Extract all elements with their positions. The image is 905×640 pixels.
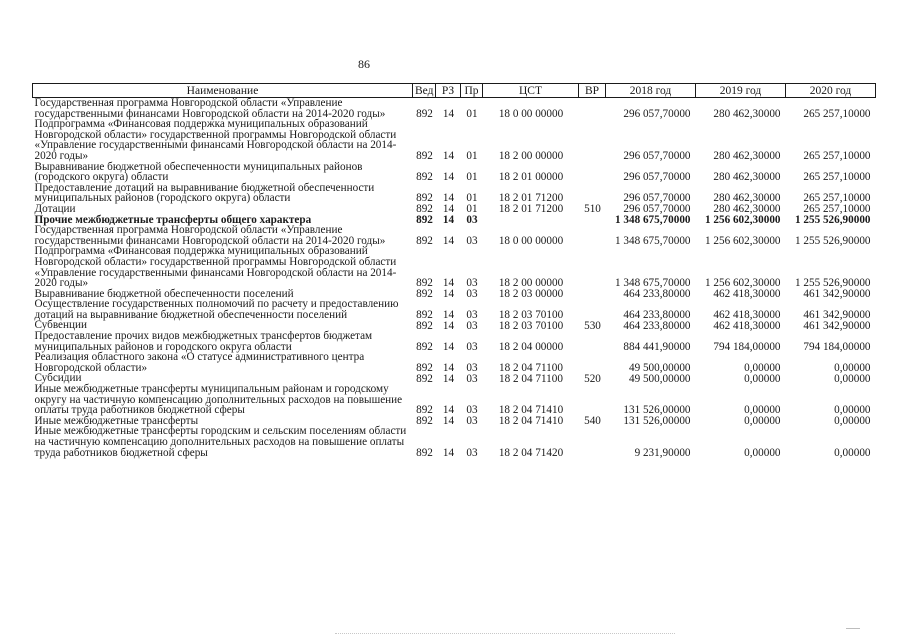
cell-2019: 0,00000 xyxy=(744,446,781,459)
table-row xyxy=(33,183,876,204)
cell-2018: 49 500,00000 xyxy=(628,361,691,374)
cell-2020: 265 257,10000 xyxy=(803,107,871,120)
cell-vr xyxy=(579,246,606,288)
cell-vr xyxy=(579,426,606,458)
cell-ved: 892 xyxy=(416,150,433,163)
cell-rz: 14 xyxy=(442,234,455,247)
cell-2020: 0,00000 xyxy=(834,404,871,417)
cell-rz: 14 xyxy=(442,277,455,290)
cell-name: Подпрограмма «Финансовая поддержка муниципальных образований Новгородской области» государственной программы Новгородской области «Управление государственными финансами Новгородской области на 2014-2020 годы» xyxy=(34,118,397,162)
cell-cst: 18 2 00 00000 xyxy=(498,150,564,163)
cell-vr: 520 xyxy=(584,372,601,385)
cell-pr: 03 xyxy=(466,277,478,290)
cell-ved: 892 xyxy=(416,414,433,427)
cell-2020: 0,00000 xyxy=(834,361,871,374)
cell-2019: 462 418,30000 xyxy=(713,319,781,332)
cell-ved: 892 xyxy=(416,277,433,290)
cell-pr: 03 xyxy=(466,446,478,459)
cell-2019: 0,00000 xyxy=(744,414,781,427)
cell-cst: 18 0 00 00000 xyxy=(498,107,564,120)
cell-2019: 462 418,30000 xyxy=(713,287,781,300)
cell-2020: 1 255 526,90000 xyxy=(794,213,871,226)
cell-name: Иные межбюджетные трансферты городским и сельским поселениям области на частичную компенсацию дополнительных расходов на повышение оплаты труда работников бюджетной сферы xyxy=(34,425,407,459)
cell-ved: 892 xyxy=(416,192,433,205)
cell-name: Прочие межбюджетные трансферты общего характера xyxy=(34,213,312,226)
cell-2018: 464 233,80000 xyxy=(623,308,691,321)
cell-pr: 01 xyxy=(466,171,478,184)
cell-name: Предоставление прочих видов межбюджетных трансфертов бюджетам муниципальных районов и городского округа области xyxy=(34,330,373,353)
cell-pr: 03 xyxy=(466,414,478,427)
cell-cst: 18 2 01 71200 xyxy=(498,203,564,216)
cell-cst: 18 2 04 71410 xyxy=(498,414,564,427)
cell-rz: 14 xyxy=(442,192,455,205)
cell-2019: 280 462,30000 xyxy=(713,150,781,163)
cell-cst xyxy=(483,215,579,226)
table-row xyxy=(33,352,876,373)
cell-2019: 794 184,00000 xyxy=(713,340,781,353)
cell-vr: 530 xyxy=(584,319,601,332)
cell-name: Реализация областного закона «О статусе административного центра Новгородской области» xyxy=(34,351,365,374)
cell-vr xyxy=(579,98,606,120)
page-number: 86 xyxy=(358,57,370,71)
table-row xyxy=(33,299,876,320)
cell-ved: 892 xyxy=(416,171,433,184)
cell-vr: 540 xyxy=(584,414,601,427)
cell-2020: 265 257,10000 xyxy=(803,171,871,184)
cell-2018: 464 233,80000 xyxy=(623,287,691,300)
cell-rz: 14 xyxy=(442,340,455,353)
cell-2020: 265 257,10000 xyxy=(803,203,871,216)
cell-rz: 14 xyxy=(442,319,455,332)
cell-ved: 892 xyxy=(416,361,433,374)
cell-vr xyxy=(579,384,606,416)
cell-ved: 892 xyxy=(416,234,433,247)
cell-2018: 9 231,90000 xyxy=(634,446,691,459)
cell-2019: 1 256 602,30000 xyxy=(704,213,781,226)
table-row xyxy=(33,162,876,183)
header-vr: ВР xyxy=(579,84,606,98)
cell-rz: 14 xyxy=(442,414,455,427)
cell-2018: 884 441,90000 xyxy=(623,340,691,353)
cell-cst: 18 2 04 71100 xyxy=(499,361,563,374)
scan-artifact-corner xyxy=(846,628,860,637)
cell-name: Субсидии xyxy=(34,372,82,385)
cell-ved: 892 xyxy=(416,203,433,216)
cell-ved: 892 xyxy=(416,446,433,459)
cell-cst: 18 2 00 00000 xyxy=(498,277,564,290)
cell-rz: 14 xyxy=(442,372,455,385)
cell-pr: 01 xyxy=(466,150,478,163)
cell-name: Предоставление дотаций на выравнивание бюджетной обеспеченности муниципальных районов (городского округа) области xyxy=(34,181,375,205)
cell-2019: 462 418,30000 xyxy=(713,308,781,321)
cell-2019: 280 462,30000 xyxy=(713,192,781,205)
table-header-row xyxy=(33,84,876,98)
cell-rz: 14 xyxy=(442,446,455,459)
cell-rz: 14 xyxy=(442,308,455,321)
cell-2020: 265 257,10000 xyxy=(803,150,871,163)
table-row xyxy=(33,204,876,215)
cell-name: Иные межбюджетные трансферты xyxy=(34,414,199,427)
cell-rz: 14 xyxy=(442,150,455,163)
cell-2018: 49 500,00000 xyxy=(628,372,691,385)
cell-2020: 461 342,90000 xyxy=(803,287,871,300)
cell-2020: 461 342,90000 xyxy=(803,308,871,321)
table-row xyxy=(33,98,876,120)
table-row xyxy=(33,119,876,161)
header-2020: 2020 год xyxy=(786,84,876,98)
cell-cst: 18 2 01 00000 xyxy=(498,171,564,184)
cell-pr: 03 xyxy=(466,319,478,332)
table-row xyxy=(33,246,876,288)
cell-2019: 280 462,30000 xyxy=(713,171,781,184)
cell-cst: 18 2 04 71420 xyxy=(498,446,564,459)
cell-name: Выравнивание бюджетной обеспеченности поселений xyxy=(34,287,294,300)
cell-pr: 01 xyxy=(466,192,478,205)
cell-rz: 14 xyxy=(442,171,455,184)
cell-2020: 1 255 526,90000 xyxy=(794,277,871,290)
cell-pr: 03 xyxy=(466,234,478,247)
cell-ved: 892 xyxy=(416,213,433,226)
cell-cst: 18 2 01 71200 xyxy=(498,192,564,205)
cell-ved: 892 xyxy=(416,308,433,321)
cell-2020: 265 257,10000 xyxy=(803,192,871,205)
cell-2018: 131 526,00000 xyxy=(623,404,691,417)
cell-2018: 1 348 675,70000 xyxy=(614,213,691,226)
cell-ved: 892 xyxy=(416,107,433,120)
cell-rz: 14 xyxy=(442,404,455,417)
header-2019: 2019 год xyxy=(696,84,786,98)
cell-vr xyxy=(579,352,606,373)
cell-pr: 03 xyxy=(466,308,478,321)
cell-name: Субвенции xyxy=(34,319,87,332)
table-row xyxy=(33,426,876,458)
cell-name: Государственная программа Новгородской области «Управление государственными финансами Новгородской области на 2014-2020 годы» xyxy=(34,224,386,247)
cell-cst: 18 2 04 71410 xyxy=(498,404,564,417)
table-row xyxy=(33,384,876,416)
cell-vr xyxy=(579,119,606,161)
cell-name: Иные межбюджетные трансферты муниципальным районам и городскому округу на частичную компенсацию дополнительных расходов на повышение оплаты труда работников бюджетной сферы xyxy=(34,383,403,417)
cell-rz: 14 xyxy=(442,203,455,216)
cell-vr xyxy=(579,162,606,183)
cell-name: Выравнивание бюджетной обеспеченности муниципальных районов (городского округа) области xyxy=(34,160,363,184)
cell-ved: 892 xyxy=(416,287,433,300)
cell-2020: 461 342,90000 xyxy=(803,319,871,332)
cell-name: Государственная программа Новгородской области «Управление государственными финансами Новгородской области на 2014-2020 годы» xyxy=(34,97,386,120)
table-row xyxy=(33,331,876,352)
cell-pr: 03 xyxy=(466,404,478,417)
cell-vr xyxy=(579,225,606,246)
cell-pr: 03 xyxy=(466,340,478,353)
cell-2019: 0,00000 xyxy=(744,404,781,417)
cell-cst: 18 2 03 70100 xyxy=(498,319,564,332)
cell-2019: 1 256 602,30000 xyxy=(704,277,781,290)
table-body xyxy=(33,98,876,459)
cell-ved: 892 xyxy=(416,340,433,353)
cell-rz: 14 xyxy=(442,361,455,374)
cell-2020: 0,00000 xyxy=(834,414,871,427)
cell-2020: 0,00000 xyxy=(834,446,871,459)
cell-2020: 1 255 526,90000 xyxy=(794,234,871,247)
header-2018: 2018 год xyxy=(606,84,696,98)
cell-2019: 280 462,30000 xyxy=(713,107,781,120)
cell-ved: 892 xyxy=(416,319,433,332)
cell-pr: 03 xyxy=(466,213,478,226)
cell-2018: 1 348 675,70000 xyxy=(614,277,691,290)
cell-ved: 892 xyxy=(416,404,433,417)
cell-2018: 1 348 675,70000 xyxy=(614,234,691,247)
cell-rz: 14 xyxy=(442,213,455,226)
cell-cst: 18 2 04 71100 xyxy=(499,372,563,385)
header-ved: Вед xyxy=(413,84,436,98)
cell-pr: 03 xyxy=(466,287,478,300)
cell-pr: 01 xyxy=(466,203,478,216)
cell-vr: 510 xyxy=(584,203,601,216)
cell-2019: 280 462,30000 xyxy=(713,203,781,216)
cell-cst: 18 2 04 00000 xyxy=(498,340,564,353)
cell-2018: 131 526,00000 xyxy=(623,414,691,427)
cell-pr: 03 xyxy=(466,372,478,385)
cell-2018: 464 233,80000 xyxy=(623,319,691,332)
scan-artifact-line xyxy=(335,633,675,636)
cell-2018: 296 057,70000 xyxy=(623,107,691,120)
header-cst: ЦСТ xyxy=(483,84,579,98)
header-rz: РЗ xyxy=(436,84,461,98)
cell-rz: 14 xyxy=(442,107,455,120)
header-pr: Пр xyxy=(461,84,483,98)
header-name: Наименование xyxy=(33,84,413,98)
cell-cst: 18 0 00 00000 xyxy=(498,234,564,247)
cell-2018: 296 057,70000 xyxy=(623,171,691,184)
cell-2020: 794 184,00000 xyxy=(803,340,871,353)
cell-2018: 296 057,70000 xyxy=(623,203,691,216)
cell-name: Дотации xyxy=(34,202,76,215)
cell-pr: 01 xyxy=(466,107,478,120)
cell-name: Осуществление государственных полномочий по расчету и предоставлению дотаций на выравнивание бюджетной обеспеченности поселений xyxy=(34,298,399,321)
budget-table xyxy=(32,83,876,458)
cell-rz: 14 xyxy=(442,287,455,300)
cell-cst: 18 2 03 70100 xyxy=(498,308,564,321)
cell-2019: 0,00000 xyxy=(744,361,781,374)
cell-vr xyxy=(579,299,606,320)
cell-name: Подпрограмма «Финансовая поддержка муниципальных образований Новгородской области» государственной программы Новгородской области «Управление государственными финансами Новгородской области на 2014-2020 годы» xyxy=(34,245,397,290)
cell-2018: 296 057,70000 xyxy=(623,150,691,163)
cell-2019: 0,00000 xyxy=(744,372,781,385)
cell-vr xyxy=(579,331,606,352)
cell-vr xyxy=(579,215,606,226)
cell-vr xyxy=(579,183,606,204)
cell-vr xyxy=(579,289,606,300)
cell-cst: 18 2 03 00000 xyxy=(498,287,564,300)
cell-ved: 892 xyxy=(416,372,433,385)
cell-pr: 03 xyxy=(466,361,478,374)
cell-2020: 0,00000 xyxy=(834,372,871,385)
cell-2018: 296 057,70000 xyxy=(623,192,691,205)
table-row xyxy=(33,225,876,246)
cell-2019: 1 256 602,30000 xyxy=(704,234,781,247)
